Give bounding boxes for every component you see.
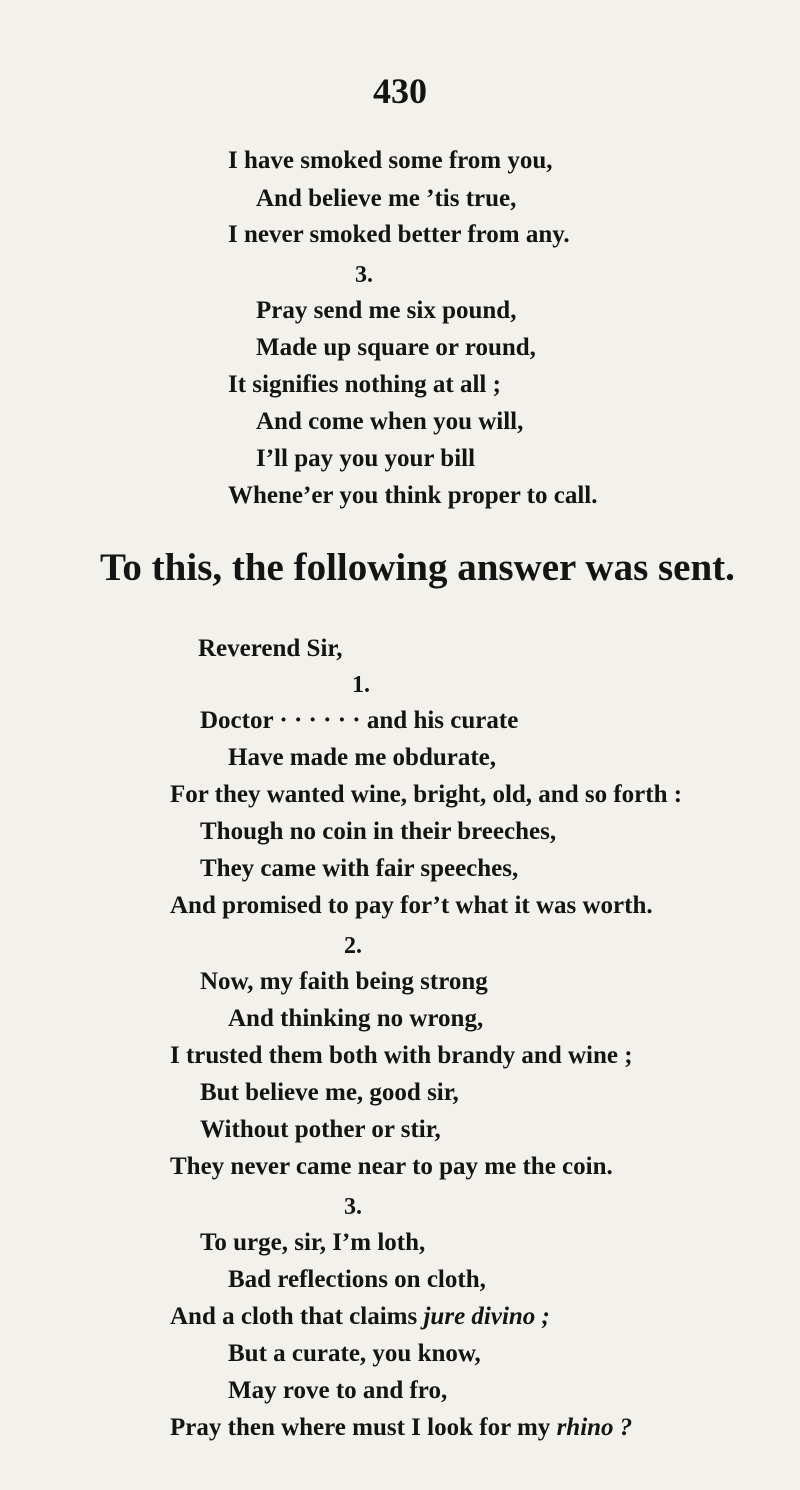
poem-line: They came with fair speeches, [200, 855, 519, 882]
poem-line: But a curate, you know, [228, 1340, 481, 1367]
poem-line [170, 1413, 632, 1443]
poem-line: Now, my faith being strong [200, 968, 488, 995]
poem-line-text: And a cloth that claims [170, 1303, 418, 1330]
poem-line: It signifies nothing at all ; [228, 371, 501, 398]
stanza-number: 3. [344, 1194, 362, 1220]
poem-line: And believe me ’tis true, [256, 185, 517, 212]
poem-line: I trusted them both with brandy and wine ; [170, 1042, 633, 1069]
poem-line: But believe me, good sir, [200, 1079, 459, 1106]
poem-line: May rove to and fro, [228, 1377, 448, 1404]
poem-line: I never smoked better from any. [228, 221, 570, 248]
stanza-number: 2. [344, 933, 362, 959]
stanza-number: 1. [352, 672, 370, 698]
poem-line: And come when you will, [256, 408, 524, 435]
salutation: Reverend Sir, [198, 635, 343, 662]
poem-line: And thinking no wrong, [228, 1005, 484, 1032]
poem-line: Whene’er you think proper to call. [228, 482, 598, 509]
latin-phrase: jure divino ; [423, 1303, 550, 1330]
poem-line: Pray send me six pound, [256, 297, 517, 324]
poem-line: For they wanted wine, bright, old, and so forth : [170, 781, 683, 808]
poem-line: Doctor · · · · · · and his curate [200, 707, 519, 734]
page-number: 430 [373, 71, 427, 111]
poem-line: To urge, sir, I’m loth, [200, 1229, 426, 1256]
poem-line: Made up square or round, [256, 334, 536, 361]
poem-line: I’ll pay you your bill [256, 445, 476, 472]
stanza-number: 3. [355, 262, 373, 288]
poem-line: Bad reflections on cloth, [228, 1266, 486, 1293]
poem-line: They never came near to pay me the coin. [170, 1153, 613, 1180]
section-heading: To this, the following answer was sent. [100, 546, 735, 589]
slang-word: rhino ? [556, 1414, 633, 1441]
poem-line: Have made me obdurate, [228, 744, 497, 771]
poem-line: I have smoked some from you, [228, 147, 553, 174]
poem-line [170, 1302, 550, 1332]
poem-line: Without pother or stir, [200, 1116, 441, 1143]
poem-line-text: Pray then where must I look for my [170, 1414, 551, 1441]
poem-line: And promised to pay for’t what it was worth. [170, 892, 653, 919]
poem-line: Though no coin in their breeches, [200, 818, 557, 845]
